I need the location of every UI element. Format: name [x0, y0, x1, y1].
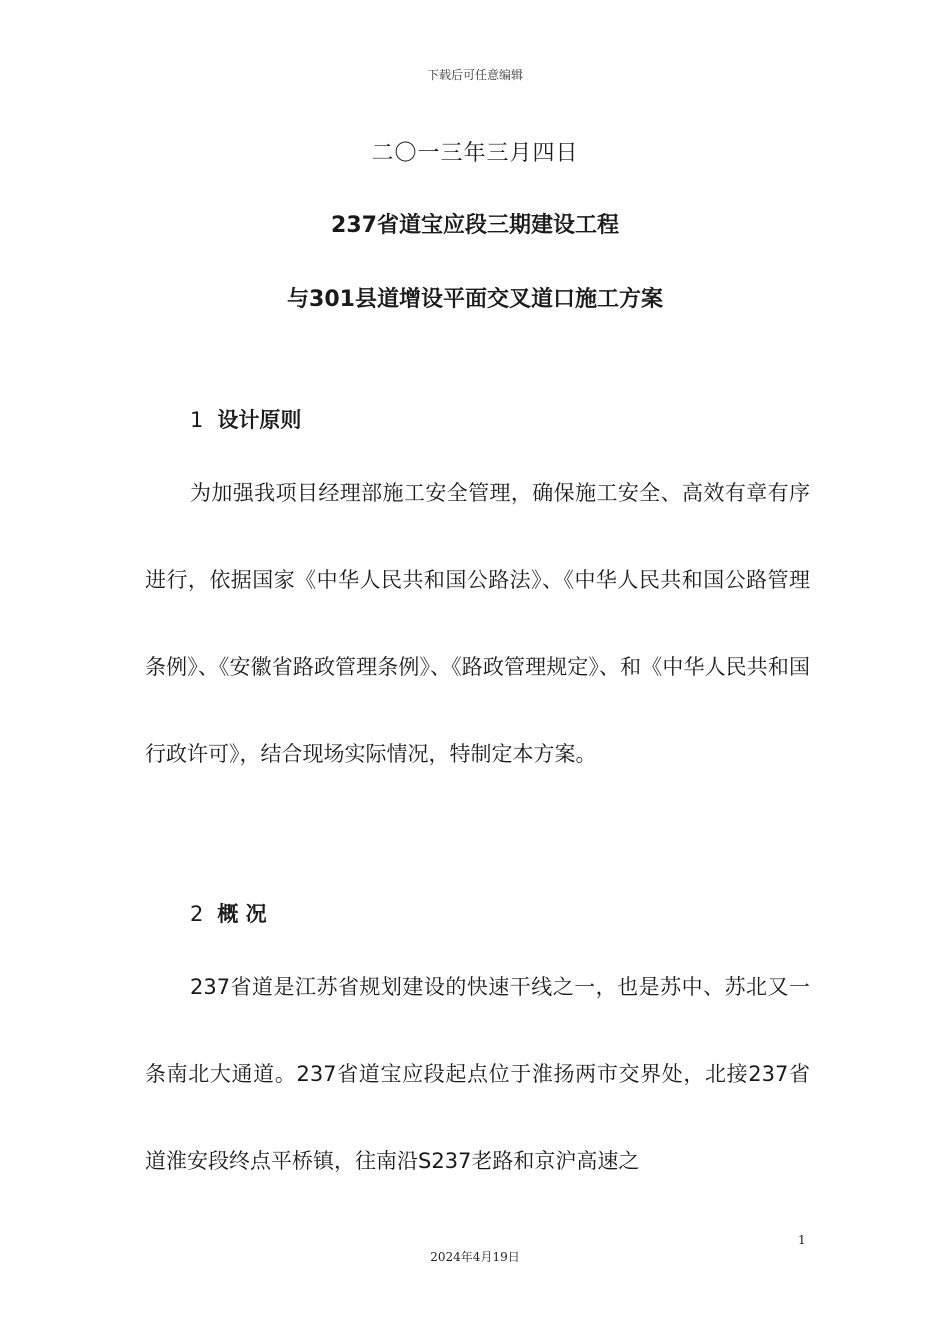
header-note: 下载后可任意编辑: [426, 68, 523, 82]
section-heading-2: [190, 898, 267, 928]
document-date: 二〇一三年三月四日: [371, 141, 579, 166]
footer-date: 2024年4月19日: [430, 1250, 520, 1264]
document-title-line-2: 与301县道增设平面交叉道口施工方案: [287, 287, 663, 312]
section-heading-1: [190, 404, 301, 434]
page-number: 1: [798, 1233, 806, 1247]
section-number: 2: [190, 902, 204, 926]
section-number: 1: [190, 408, 204, 432]
section-paragraph-2: 237省道是江苏省规划建设的快速干线之一，也是苏中、苏北又一条南北大通道。237省道宝应段起点位于淮扬两市交界处，北接237省道淮安段终点平桥镇，往南沿S237老路和京沪高速之: [145, 975, 810, 1173]
section-heading-text: 概 况: [217, 902, 267, 926]
section-paragraph-1: 为加强我项目经理部施工安全管理，确保施工安全、高效有章有序进行，依据国家《中华人民共和国公路法》、《中华人民共和国公路管理条例》、《安徽省路政管理条例》、《路政管理规定》、和《中华人民共和国行政许可》，结合现场实际情况，特制定本方案。: [145, 481, 810, 766]
section-heading-text: 设计原则: [217, 408, 302, 432]
document-title-line-1: 237省道宝应段三期建设工程: [331, 213, 619, 238]
